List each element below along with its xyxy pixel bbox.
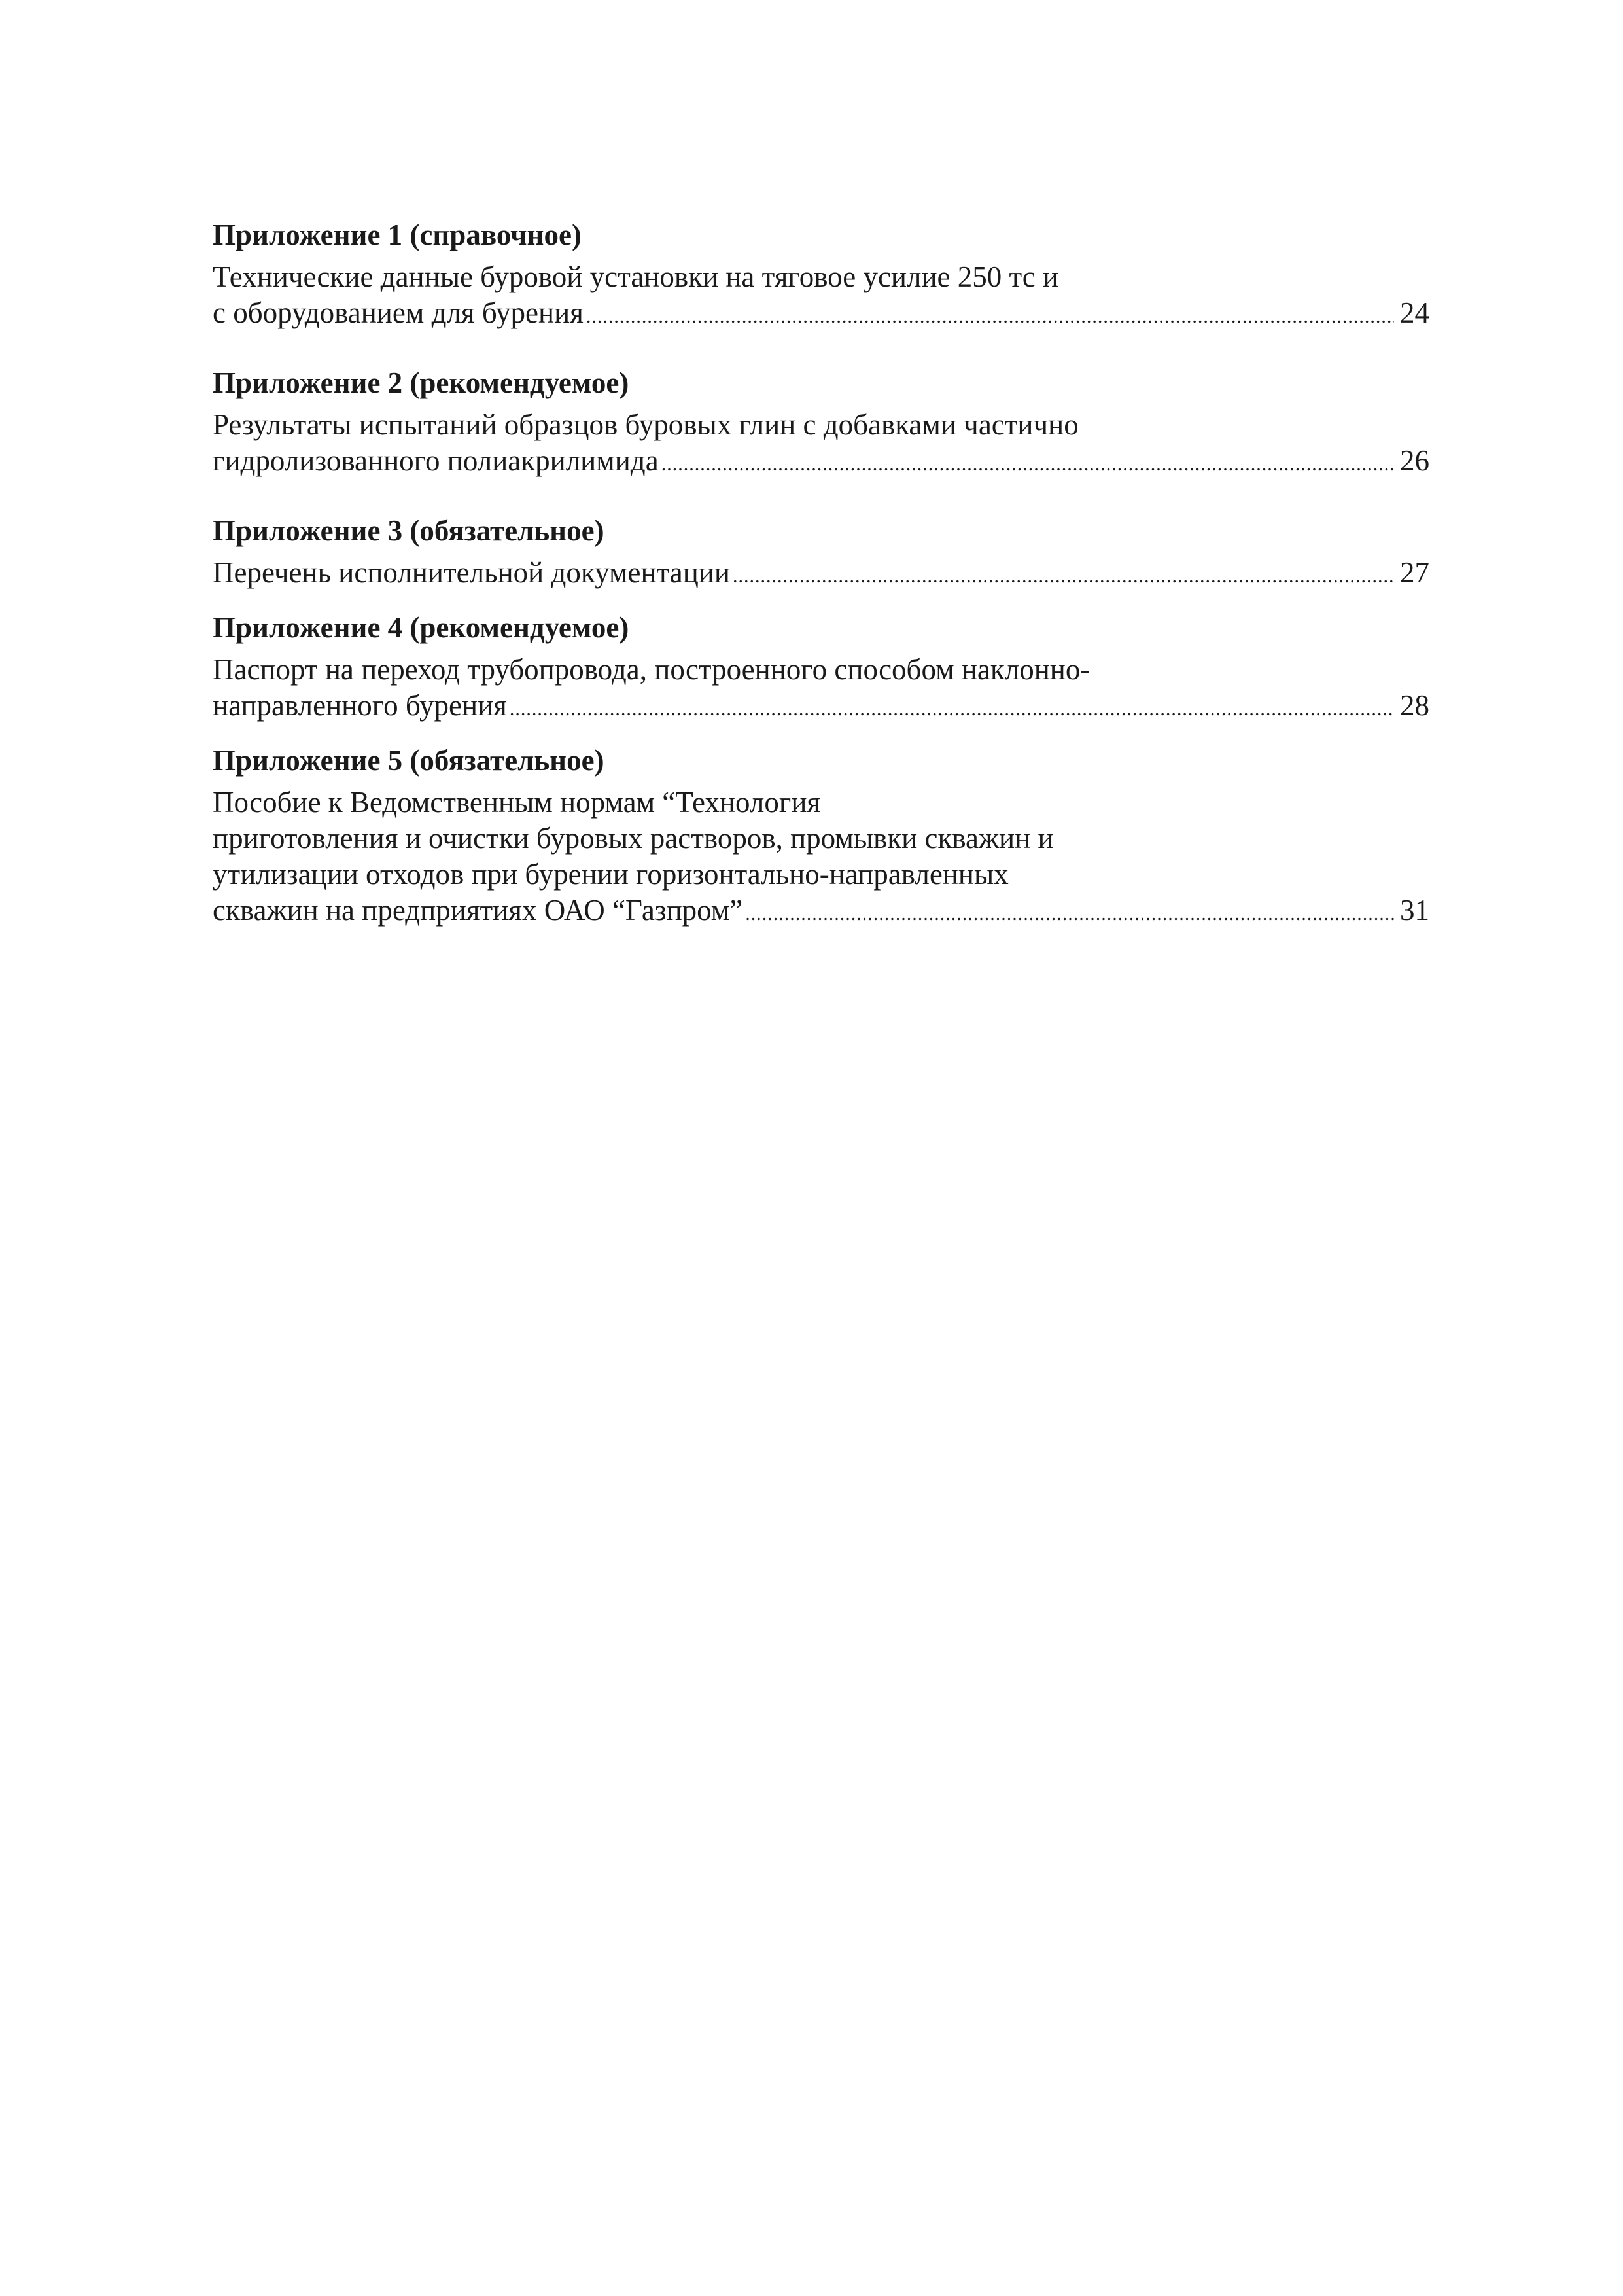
- appendix-2-description: [213, 407, 1429, 482]
- appendix-5-desc-line-1: Пособие к Ведомственным нормам “Технология: [213, 786, 821, 819]
- toc-entry-appendix-5: [213, 741, 1429, 932]
- appendix-5-title: Приложение 5 (обязательное): [213, 744, 604, 777]
- appendix-2-desc-last: гидролизованного полиакрилимида: [213, 444, 659, 477]
- appendix-4-description: [213, 652, 1429, 727]
- appendix-5-description: [213, 785, 1429, 932]
- appendix-1-description: [213, 259, 1429, 334]
- appendix-1-desc-last: с оборудованием для бурения: [213, 296, 584, 329]
- toc-entry-appendix-3: [213, 512, 1429, 594]
- appendix-3-leader-line: [213, 555, 1429, 594]
- appendix-5-leader-line: [213, 892, 1429, 932]
- toc-entry-appendix-2: [213, 364, 1429, 482]
- dot-leader: [733, 555, 1394, 594]
- appendix-4-page-number: 28: [1400, 689, 1429, 722]
- appendix-5-desc-line-2: приготовления и очистки буровых растворов, промывки скважин и: [213, 822, 1054, 855]
- appendix-2-desc-line-1: Результаты испытаний образцов буровых глин с добавками частично: [213, 408, 1079, 441]
- dot-leader: [586, 295, 1394, 334]
- dot-leader: [661, 443, 1394, 482]
- appendix-1-page-number: 24: [1400, 296, 1429, 329]
- appendix-1-leader-line: [213, 295, 1429, 334]
- appendix-3-title: Приложение 3 (обязательное): [213, 514, 604, 547]
- appendix-5-desc-last: скважин на предприятиях ОАО “Газпром”: [213, 894, 743, 927]
- dot-leader: [510, 688, 1394, 727]
- appendix-4-title: Приложение 4 (рекомендуемое): [213, 611, 629, 644]
- toc-entry-appendix-4: [213, 609, 1429, 727]
- appendix-5-desc-line-3: утилизации отходов при бурении горизонтально-направленных: [213, 858, 1009, 891]
- appendix-4-leader-line: [213, 688, 1429, 727]
- dot-leader: [745, 892, 1394, 932]
- appendix-2-page-number: 26: [1400, 444, 1429, 477]
- appendix-3-desc-last: Перечень исполнительной документации: [213, 556, 730, 589]
- appendix-1-title: Приложение 1 (справочное): [213, 219, 582, 251]
- appendix-5-page-number: 31: [1400, 894, 1429, 927]
- appendix-4-desc-line-1: Паспорт на переход трубопровода, построенного способом наклонно-: [213, 653, 1091, 686]
- appendix-2-leader-line: [213, 443, 1429, 482]
- appendix-3-page-number: 27: [1400, 556, 1429, 589]
- appendix-3-description: [213, 555, 1429, 594]
- appendix-1-desc-line-1: Технические данные буровой установки на тяговое усилие 250 тс и: [213, 260, 1059, 293]
- appendix-2-title: Приложение 2 (рекомендуемое): [213, 366, 629, 399]
- appendix-4-desc-last: направленного бурения: [213, 689, 507, 722]
- table-of-contents: [213, 216, 1429, 932]
- toc-entry-appendix-1: [213, 216, 1429, 334]
